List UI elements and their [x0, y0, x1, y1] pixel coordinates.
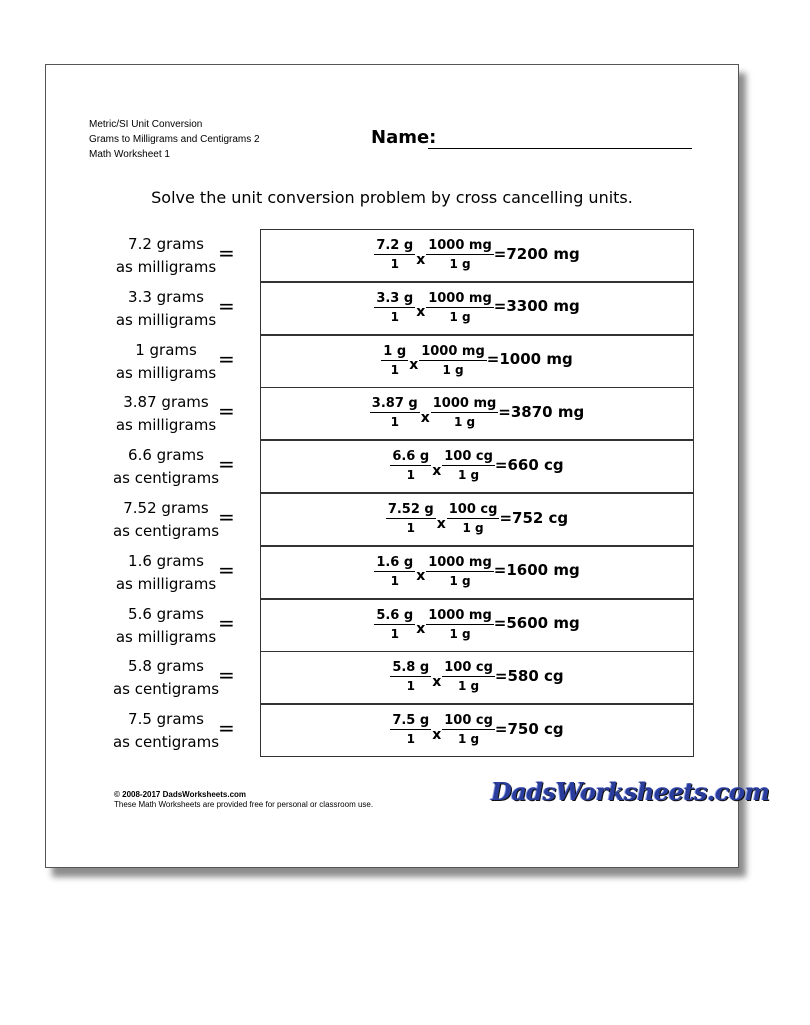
- conversion-result: =660 cg: [494, 455, 564, 474]
- problem-row: [46, 493, 738, 546]
- conversion-factor: [431, 395, 499, 432]
- conversion-result: =580 cg: [494, 666, 564, 685]
- question-target-unit: as milligrams: [115, 363, 217, 382]
- times-symbol: x: [420, 409, 430, 426]
- problem-row: [46, 229, 738, 282]
- conversion-result: =1600 mg: [493, 561, 580, 580]
- factor-denominator: 1 g: [458, 468, 480, 483]
- conversion-work: [261, 705, 693, 756]
- given-numerator: 7.52 g: [387, 502, 434, 517]
- footer-copyright: © 2008-2017 DadsWorksheets.com: [114, 790, 247, 799]
- given-fraction: [386, 501, 436, 538]
- times-symbol: x: [416, 251, 426, 268]
- problem-row: [46, 282, 738, 335]
- times-symbol: x: [416, 304, 426, 321]
- answer-box: [260, 229, 694, 282]
- times-symbol: x: [432, 726, 442, 743]
- factor-denominator: 1 g: [449, 257, 471, 271]
- conversion-work: [261, 600, 693, 651]
- answer-box: [260, 651, 694, 704]
- given-fraction: [374, 554, 415, 591]
- equals-sign: =: [218, 663, 235, 688]
- conversion-factor: [442, 659, 495, 696]
- question-target-unit: as milligrams: [115, 574, 217, 593]
- dadsworksheets-logo: DadsWorksheets.com: [491, 777, 770, 806]
- worksheet-meta: [89, 117, 260, 162]
- times-symbol: x: [416, 621, 426, 638]
- factor-numerator: 1000 mg: [428, 554, 492, 570]
- factor-denominator: 1 g: [449, 573, 471, 588]
- answer-box: [260, 282, 694, 335]
- factor-numerator: 1000 mg: [428, 238, 492, 253]
- given-numerator: 1.6 g: [376, 554, 414, 570]
- problem-row: [46, 387, 738, 440]
- question-amount: 5.6 grams: [128, 604, 204, 623]
- question-target-unit: as centigrams: [112, 680, 220, 699]
- equals-sign: =: [218, 716, 235, 741]
- conversion-result: =7200 mg: [493, 244, 580, 263]
- times-symbol: x: [416, 568, 426, 585]
- factor-denominator: 1 g: [458, 732, 480, 747]
- given-denominator: 1: [390, 573, 399, 588]
- conversion-factor: [419, 343, 487, 380]
- problem-question: [101, 708, 231, 754]
- question-amount: 7.2 grams: [128, 235, 204, 253]
- answer-box: [260, 599, 694, 652]
- conversion-work: [261, 336, 693, 387]
- name-label: Name:: [371, 127, 437, 148]
- question-target-unit: as milligrams: [115, 310, 217, 329]
- conversion-work: [261, 547, 693, 598]
- given-fraction: [381, 343, 408, 380]
- problem-row: [46, 546, 738, 599]
- given-denominator: 1: [406, 468, 415, 483]
- given-numerator: 6.6 g: [392, 449, 430, 465]
- conversion-factor: [426, 607, 494, 644]
- problem-question: [101, 655, 231, 701]
- question-target-unit: as centigrams: [112, 733, 220, 752]
- given-numerator: 3.3 g: [376, 290, 414, 306]
- question-amount: 3.3 grams: [128, 287, 204, 306]
- given-denominator: 1: [390, 309, 399, 324]
- problem-row: [46, 335, 738, 388]
- given-fraction: [374, 237, 415, 274]
- times-symbol: x: [432, 673, 442, 690]
- factor-numerator: 1000 mg: [421, 343, 485, 359]
- given-fraction: [374, 290, 415, 327]
- given-numerator: 7.5 g: [392, 713, 430, 729]
- problem-row: [46, 440, 738, 493]
- conversion-factor: [447, 501, 500, 538]
- footer-note: These Math Worksheets are provided free for personal or classroom use.: [114, 800, 374, 809]
- question-target-unit: as milligrams: [115, 416, 217, 435]
- factor-numerator: 1000 mg: [428, 290, 492, 306]
- problem-question: [101, 444, 231, 490]
- question-amount: 1.6 grams: [128, 551, 204, 570]
- question-amount: 1 grams: [135, 340, 197, 359]
- answer-box: [260, 493, 694, 546]
- footer: [114, 790, 373, 810]
- meta-line-topic: Metric/SI Unit Conversion: [89, 119, 203, 130]
- factor-numerator: 1000 mg: [432, 396, 497, 412]
- given-denominator: 1: [390, 362, 399, 377]
- worksheet-page: [45, 64, 770, 868]
- question-amount: 7.52 grams: [123, 499, 209, 517]
- problem-row: [46, 651, 738, 704]
- problem-row: [46, 704, 738, 757]
- given-numerator: 1 g: [383, 343, 407, 359]
- question-amount: 3.87 grams: [123, 393, 209, 412]
- equals-sign: =: [218, 557, 235, 582]
- answer-box: [260, 704, 694, 757]
- answer-box: [260, 440, 694, 493]
- given-numerator: 5.8 g: [392, 660, 430, 676]
- given-numerator: 7.2 g: [376, 238, 414, 253]
- question-target-unit: as milligrams: [115, 258, 217, 276]
- given-denominator: 1: [406, 521, 415, 535]
- question-target-unit: as milligrams: [115, 627, 217, 646]
- conversion-work: [261, 388, 693, 439]
- factor-numerator: 1000 mg: [428, 607, 492, 623]
- problem-row: [46, 599, 738, 652]
- conversion-work: [261, 230, 693, 281]
- factor-denominator: 1 g: [449, 626, 471, 641]
- conversion-result: =3300 mg: [493, 297, 580, 316]
- factor-numerator: 100 cg: [448, 502, 498, 517]
- meta-line-number: Math Worksheet 1: [89, 149, 170, 160]
- answer-box: [260, 387, 694, 440]
- equals-sign: =: [218, 610, 235, 635]
- conversion-work: [261, 494, 693, 545]
- factor-numerator: 100 cg: [444, 660, 493, 676]
- problem-question: [101, 497, 231, 543]
- problem-question: [101, 233, 231, 279]
- factor-denominator: 1 g: [462, 521, 484, 535]
- question-amount: 5.8 grams: [128, 657, 204, 676]
- factor-numerator: 100 cg: [444, 449, 493, 465]
- factor-denominator: 1 g: [458, 679, 480, 694]
- equals-sign: =: [218, 293, 235, 318]
- question-target-unit: as centigrams: [112, 469, 220, 488]
- conversion-result: =3870 mg: [498, 402, 585, 421]
- given-fraction: [390, 659, 431, 696]
- times-symbol: x: [409, 357, 419, 374]
- equals-sign: =: [218, 452, 235, 477]
- problem-question: [101, 339, 231, 385]
- conversion-factor: [426, 554, 494, 591]
- conversion-factor: [426, 290, 494, 327]
- factor-denominator: 1 g: [442, 362, 464, 377]
- problem-question: [101, 550, 231, 596]
- given-denominator: 1: [390, 626, 399, 641]
- given-fraction: [390, 448, 431, 485]
- problem-question: [101, 603, 231, 649]
- times-symbol: x: [436, 515, 446, 532]
- problem-question: [101, 391, 231, 437]
- name-line: [428, 148, 692, 149]
- given-fraction: [390, 712, 431, 749]
- given-denominator: 1: [406, 679, 415, 694]
- question-target-unit: as centigrams: [112, 522, 220, 540]
- answer-box: [260, 546, 694, 599]
- equals-sign: =: [218, 346, 235, 371]
- conversion-factor: [442, 712, 495, 749]
- times-symbol: x: [432, 462, 442, 479]
- given-numerator: 5.6 g: [376, 607, 414, 623]
- given-denominator: 1: [390, 257, 399, 271]
- conversion-work: [261, 283, 693, 334]
- problem-question: [101, 286, 231, 332]
- meta-line-title: Grams to Milligrams and Centigrams 2: [89, 134, 260, 145]
- given-denominator: 1: [406, 732, 415, 747]
- equals-sign: =: [218, 399, 235, 424]
- factor-numerator: 100 cg: [444, 713, 493, 729]
- conversion-work: [261, 652, 693, 703]
- given-fraction: [370, 395, 420, 432]
- given-fraction: [374, 607, 415, 644]
- conversion-work: [261, 441, 693, 492]
- question-amount: 6.6 grams: [128, 446, 204, 465]
- conversion-factor: [426, 237, 494, 274]
- conversion-result: =750 cg: [494, 719, 564, 738]
- given-numerator: 3.87 g: [371, 396, 418, 412]
- conversion-factor: [442, 448, 495, 485]
- instructions: Solve the unit conversion problem by cross cancelling units.: [151, 188, 633, 207]
- conversion-result: =5600 mg: [493, 614, 580, 633]
- given-denominator: 1: [390, 415, 399, 430]
- conversion-result: =1000 mg: [486, 350, 573, 369]
- factor-denominator: 1 g: [449, 309, 471, 324]
- question-amount: 7.5 grams: [128, 710, 204, 729]
- factor-denominator: 1 g: [453, 415, 476, 430]
- equals-sign: =: [218, 505, 235, 529]
- conversion-result: =752 cg: [499, 508, 569, 527]
- answer-box: [260, 335, 694, 388]
- equals-sign: =: [218, 241, 235, 265]
